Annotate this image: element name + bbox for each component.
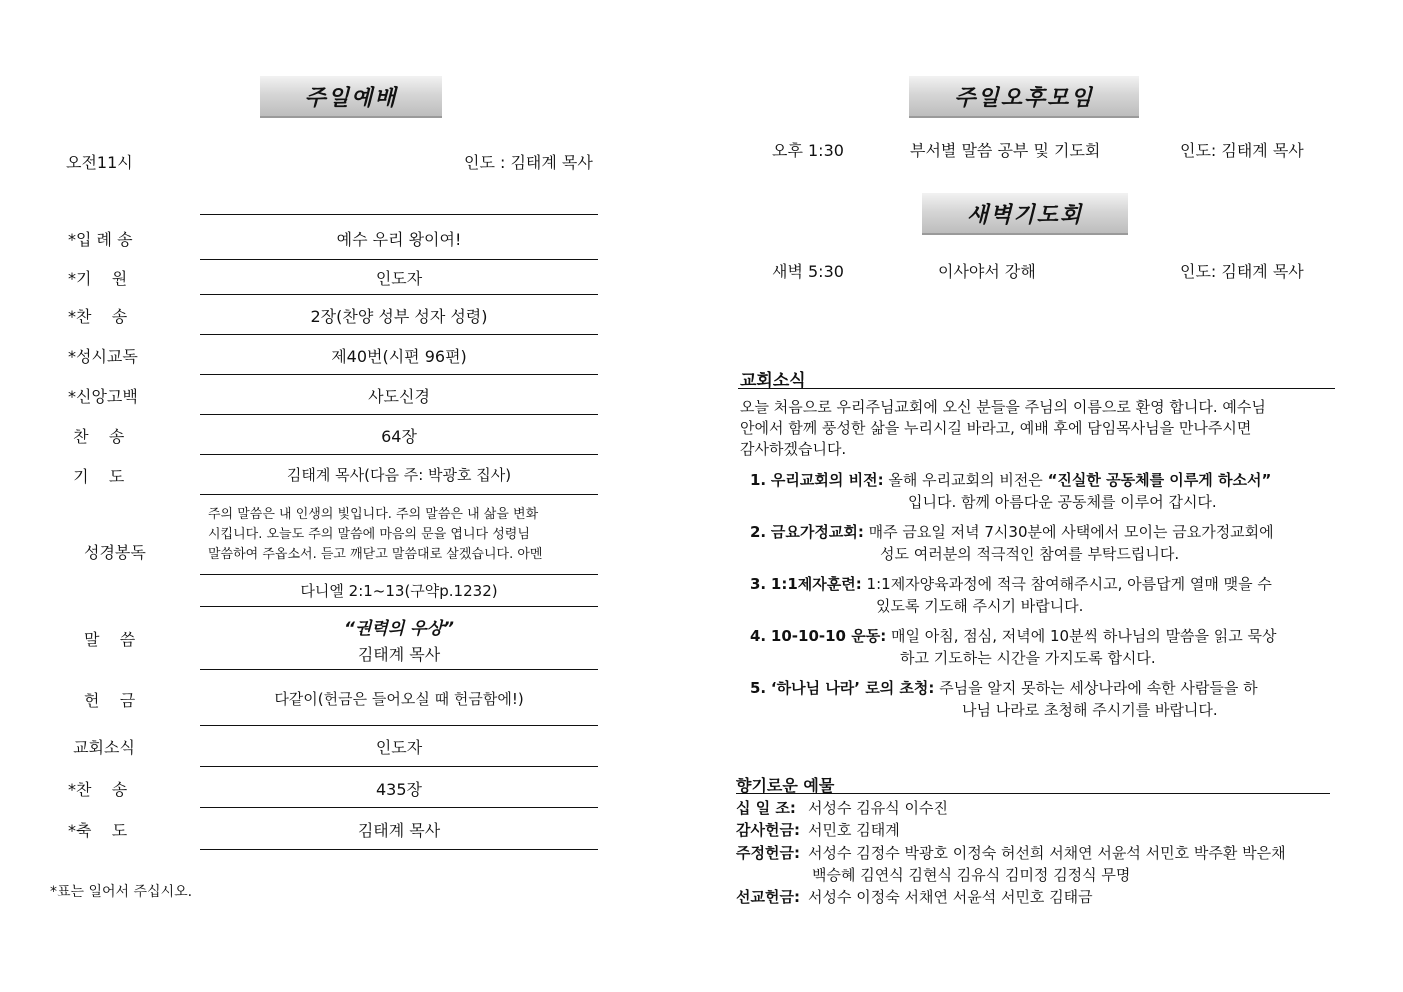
order-label: *찬 송 [68, 780, 128, 799]
dawn-title-text: 새벽기도회 [966, 202, 1084, 228]
gift-row [736, 842, 1286, 886]
order-value: 인도자 [375, 738, 423, 757]
order-value: 김태계 목사(다음 주: 박광호 집사) [286, 466, 512, 484]
sermon-label: 말 씀 [84, 630, 136, 649]
standing-footnote: *표는 일어서 주십시오. [50, 884, 193, 900]
reading-passage: 다니엘 2:1~13(구약p.1232) [300, 582, 498, 600]
sermon-title: “권력의 우상” [344, 619, 454, 639]
order-label: *찬 송 [68, 307, 128, 326]
news-item-title: 10-10-10 운동: [770, 627, 887, 645]
dawn-title [922, 193, 1128, 235]
afternoon-desc: 부서별 말씀 공부 및 기도회 [910, 141, 1101, 160]
gift-label: 주정헌금: [736, 844, 800, 862]
order-line [200, 259, 598, 260]
news-item-text: 나님 나라로 초청해 주시기를 바랍니다. [962, 701, 1218, 719]
news-item-text: 1:1제자양육과정에 적극 참여해주시고, 아름답게 열매 맺을 수 [866, 575, 1272, 593]
order-value: 인도자 [375, 269, 423, 288]
news-item-text: 하고 기도하는 시간을 가지도록 합시다. [900, 649, 1156, 667]
news-item-number: 4. [750, 627, 767, 645]
order-line [200, 574, 598, 575]
afternoon-title [909, 76, 1139, 118]
news-heading-rule [738, 388, 1335, 389]
order-value: 예수 우리 왕이여! [336, 230, 462, 249]
order-value: 사도신경 [368, 387, 430, 406]
reading-prayer-line: 주의 말씀은 내 인생의 빛입니다. 주의 말씀은 내 삶을 변화 [208, 507, 539, 522]
news-item-text: 성도 여러분의 적극적인 참여를 부탁드립니다. [880, 545, 1180, 563]
gift-row [736, 797, 948, 819]
news-item-text: 주님을 알지 못하는 세상나라에 속한 사람들을 하 [939, 679, 1258, 697]
gift-label: 십 일 조: [736, 799, 796, 817]
order-line [200, 807, 598, 808]
news-intro-line: 오늘 처음으로 우리주님교회에 오신 분들을 주님의 이름으로 환영 합니다. 예수님 [740, 398, 1266, 416]
news-item-text: 매일 아침, 점심, 저녁에 10분씩 하나님의 말씀을 읽고 묵상 [890, 627, 1277, 645]
gift-row [736, 819, 900, 841]
offering-value: 다같이(헌금은 들어오실 때 헌금함에!) [274, 690, 524, 708]
gift-names: 백승혜 김연식 김현식 김유식 김미정 김정식 무명 [812, 866, 1131, 884]
order-value: 2장(찬양 성부 성자 성령) [310, 307, 488, 326]
gift-label: 감사헌금: [736, 821, 800, 839]
news-item-quote: “진실한 공동체를 이루게 하소서” [1047, 471, 1272, 489]
worship-title [260, 76, 442, 118]
news-item [750, 573, 1340, 617]
news-item-text: 올해 우리교회의 비전은 [888, 471, 1048, 489]
news-item [750, 625, 1340, 669]
news-item [750, 521, 1340, 565]
order-line [200, 766, 598, 767]
order-label: *신앙고백 [68, 387, 138, 406]
gift-names: 서성수 김정수 박광호 이정숙 허선희 서채연 서윤석 서민호 박주환 박은채 [808, 844, 1286, 862]
order-label: *입 례 송 [68, 230, 133, 249]
gift-names: 서성수 김유식 이수진 [808, 799, 948, 817]
news-item-text: 매주 금요일 저녁 7시30분에 사택에서 모이는 금요가정교회에 [868, 523, 1274, 541]
order-value: 김태계 목사 [357, 821, 441, 840]
order-line [200, 294, 598, 295]
order-line [200, 454, 598, 455]
news-heading: 교회소식 [740, 371, 806, 391]
news-item-number: 5. [750, 679, 767, 697]
gift-label: 선교헌금: [736, 888, 800, 906]
news-intro-line: 감사하겠습니다. [740, 440, 847, 458]
afternoon-title-text: 주일오후모임 [954, 85, 1094, 111]
gift-names: 서성수 이정숙 서채연 서윤석 서민호 김태금 [808, 888, 1093, 906]
order-label: 찬 송 [68, 427, 125, 446]
reading-prayer-line: 시킵니다. 오늘도 주의 말씀에 마음의 문을 엽니다 성령님 [208, 527, 530, 542]
dawn-time: 새벽 5:30 [772, 262, 844, 281]
worship-leader: 인도 : 김태계 목사 [464, 153, 593, 172]
reading-label: 성경봉독 [84, 543, 146, 562]
order-line [200, 414, 598, 415]
order-label: 기 도 [68, 467, 125, 486]
reading-prayer-line: 말씀하여 주옵소서. 듣고 깨닫고 말씀대로 살겠습니다. 아멘 [208, 547, 543, 562]
news-item-title: 우리교회의 비전: [770, 471, 884, 489]
order-line [200, 669, 598, 670]
news-item-title: ‘하나님 나라’ 로의 초청: [770, 679, 935, 697]
worship-time: 오전11시 [66, 153, 133, 172]
order-line [200, 725, 598, 726]
gift-row [736, 886, 1093, 908]
news-item-number: 2. [750, 523, 767, 541]
news-item-text: 입니다. 함께 아름다운 공동체를 이루어 갑시다. [908, 493, 1217, 511]
order-line [200, 494, 598, 495]
news-item [750, 677, 1340, 721]
news-item-title: 1:1제자훈련: [770, 575, 862, 593]
news-item-number: 1. [750, 471, 767, 489]
dawn-desc: 이사야서 강해 [938, 262, 1036, 281]
reading-prayer [208, 505, 596, 565]
news-item [750, 469, 1340, 513]
offering-label: 헌 금 [84, 691, 136, 710]
afternoon-time: 오후 1:30 [772, 141, 844, 160]
order-line [200, 849, 598, 850]
order-line [200, 334, 598, 335]
order-label: 교회소식 [68, 738, 135, 757]
gifts-heading: 향기로운 예물 [736, 776, 835, 795]
news-intro [740, 397, 1336, 460]
news-intro-line: 안에서 함께 풍성한 삶을 누리시길 바라고, 예배 후에 담임목사님을 만나주시면 [740, 419, 1252, 437]
news-item-number: 3. [750, 575, 767, 593]
order-value: 64장 [381, 427, 417, 446]
news-item-text: 있도록 기도해 주시기 바랍니다. [876, 597, 1084, 615]
order-line [200, 374, 598, 375]
order-value: 제40번(시편 96편) [331, 347, 467, 366]
gift-names: 서민호 김태계 [808, 821, 900, 839]
order-label: *축 도 [68, 821, 128, 840]
order-line [200, 214, 598, 215]
sermon-preacher: 김태계 목사 [357, 645, 441, 664]
gifts-heading-rule [736, 793, 1330, 794]
worship-title-text: 주일예배 [304, 85, 398, 111]
order-label: *기 원 [68, 269, 128, 288]
order-label: *성시교독 [68, 347, 138, 366]
news-item-title: 금요가정교회: [770, 523, 864, 541]
order-value: 435장 [376, 780, 422, 799]
afternoon-leader: 인도: 김태계 목사 [1180, 141, 1304, 160]
dawn-leader: 인도: 김태계 목사 [1180, 262, 1304, 281]
order-line [200, 606, 598, 607]
